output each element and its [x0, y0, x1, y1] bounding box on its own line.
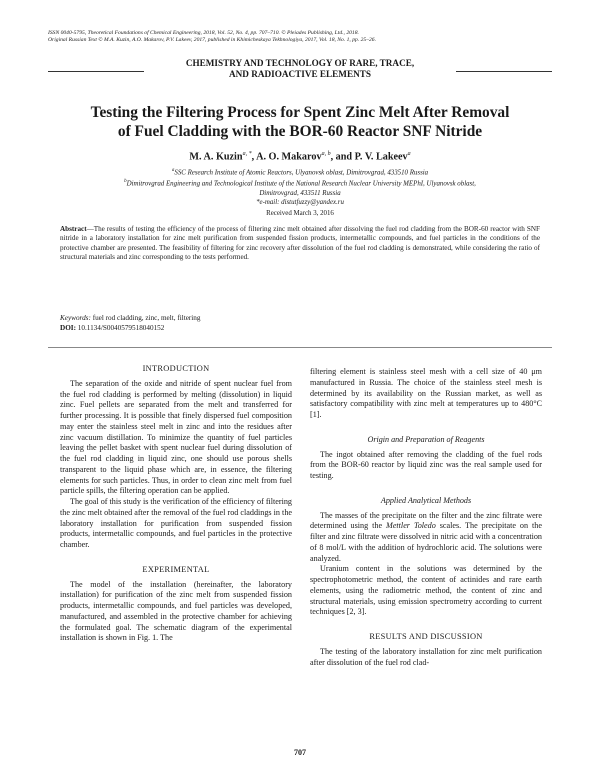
affiliation-b-line1: $^b$Dimitrovgrad Engineering and Technological Institute of the National Research Nuclear University MEPhI, Ulyanovsk oblast,: [124, 179, 476, 188]
methods-heading: Applied Analytical Methods: [380, 495, 472, 505]
affiliations: [42, 166, 558, 207]
author-1: M. A. Kuzin: [189, 151, 243, 163]
origin-heading: Origin and Preparation of Reagents: [367, 434, 485, 444]
journal-header-line2: Original Russian Text © M.A. Kuzin, A.O. Makarov, P.V. Lakeev, 2017, published in Khimicheskaya Tekhnologiya, 2017, Vol. 18, No. 1, pp. 25–26.: [48, 37, 376, 43]
author-1-sup: a, *: [242, 151, 252, 157]
paper-title: [40, 104, 560, 141]
introduction-heading: INTRODUCTION: [142, 364, 210, 373]
author-email: *e-mail: distutfuzzy@yandex.ru: [256, 198, 344, 206]
affiliation-b-line2: Dimitrovgrad, 433511 Russia: [259, 189, 341, 197]
section-heading-line1: CHEMISTRY AND TECHNOLOGY OF RARE, TRACE,: [185, 58, 415, 68]
doi-text: 10.1134/S0040579518040152: [75, 324, 165, 332]
experimental-heading: EXPERIMENTAL: [142, 564, 210, 574]
affiliation-a: $^a$SSC Research Institute of Atomic Reactors, Ulyanovsk oblast, Dimitrovgrad, 433510 Russia: [171, 168, 429, 177]
abstract-text: —The results of testing the efficiency of the process of filtering zinc melt obtained after dissolving the fuel rod cladding from the BOR-60 reactor with SNF nitride in a laboratory installation for zinc melt purification from suspended fission products, intermetallic compounds, and fuel particles in the conditions of the protective chamber are presented. The feasibility of filtering for zinc recovery after dissolution of the fuel rod cladding is demonstrated, while considering the ratio of structural materials and zinc corresponding to the tests performed.: [60, 225, 540, 261]
filtering-element-paragraph: filtering element is stainless steel mesh with a cell size of 40 μm manufactured in Russia. The choice of the stainless steel mesh is determined by its availability on the Russian market, as well as satisfactory compatibility with zinc melt at temperatures up to 480°C [1].: [310, 367, 542, 419]
keywords-label: Keywords:: [60, 314, 91, 322]
section-heading-line2: AND RADIOACTIVE ELEMENTS: [229, 69, 371, 79]
results-heading: RESULTS AND DISCUSSION: [369, 632, 483, 641]
section-rule-right: [456, 71, 552, 72]
keywords: [60, 314, 540, 323]
author-3: , and P. V. Lakeev: [330, 151, 408, 163]
introduction-paragraph-1: The separation of the oxide and nitride of spent nuclear fuel from the fuel rod cladding is performed by melting (dissolution) in liquid zinc. Fuel pellets are separated from the melt and transferred for further processing. It is possible that finely dispersed fuel composition may enter the stainless steel melt in zinc and into the residues after zinc vacuum distillation. To minimize the quantity of fuel particles leaving the pellet basket with spent nuclear fuel during dissolution of the fuel rod cladding in liquid zinc, one should use porous shells transparent to the liquid phase which are, in essence, the filtering elements for such particles. Thus, in order to clean zinc melt from fuel particle spills, the filtering operation can be applied.: [60, 378, 292, 496]
introduction-paragraph-2: The goal of this study is the verification of the efficiency of filtering the zinc melt obtained after the removal of the fuel rod claddings in the laboratory installation for purification from suspended fission products, intermetallic compounds, and fuel particles in the protective chamber.: [60, 497, 292, 549]
paper-title-line2: of Fuel Cladding with the BOR-60 Reactor SNF Nitride: [117, 122, 483, 140]
experimental-paragraph-1: The model of the installation (hereinafter, the laboratory installation) for purification of the zinc melt from suspended fission products, intermetallic compounds, and fuel particles was developed, manufactured, and assembled in the protective chamber for achieving the formulated goal. The schematic diagram of the experimental installation is shown in Fig. 1. The: [60, 579, 292, 643]
results-paragraph: The testing of the laboratory installation for zinc melt purification after dissolution of the fuel rod clad-: [310, 646, 542, 667]
author-list: [40, 151, 560, 162]
section-rule-left: [48, 71, 144, 72]
received-date: Received March 3, 2016: [266, 210, 334, 217]
author-3-sup: a: [407, 151, 411, 157]
scales-brand: Mettler Toledo: [386, 521, 436, 531]
keywords-text: fuel rod cladding, zinc, melt, filtering: [90, 314, 201, 322]
section-heading: [150, 58, 450, 80]
author-2: , A. O. Makarov: [251, 151, 322, 163]
doi-label: DOI:: [60, 324, 76, 332]
page-number: 707: [294, 748, 306, 757]
journal-header-line1: ISSN 0040-5795, Theoretical Foundations of Chemical Engineering, 2018, Vol. 52, No. 4, pp. 707–710. © Pleiades Publishing, Ltd., 2018.: [48, 30, 359, 36]
origin-paragraph: The ingot obtained after removing the cladding of the fuel rods from the BOR-60 reactor by liquid zinc was the real sample used for testing.: [310, 449, 542, 480]
methods-paragraph-1: The masses of the precipitate on the filter and the zinc filtrate were determined using the Mettler Toledo scales. The precipitate on the filter and zinc filtrate were dissolved in nitric acid with a concentration of 8 mol/L with the addition of hydrochloric acid. The solutions were analyzed.: [310, 510, 542, 563]
right-column: [310, 367, 542, 668]
abstract-divider: [48, 347, 552, 348]
paper-title-line1: Testing the Filtering Process for Spent Zinc Melt After Removal: [90, 104, 510, 121]
left-column: [60, 364, 292, 644]
author-2-sup: a, b: [321, 151, 331, 157]
doi: [60, 324, 540, 333]
methods-paragraph-2: Uranium content in the solutions was determined by the spectrophotometric method, the content of actinides and rare earth elements, using the radiometric method, the content of zinc and structural materials, using emission spectrometry according to current techniques [2, 3].: [310, 564, 542, 617]
abstract: [60, 225, 540, 262]
abstract-label: Abstract: [60, 225, 87, 233]
